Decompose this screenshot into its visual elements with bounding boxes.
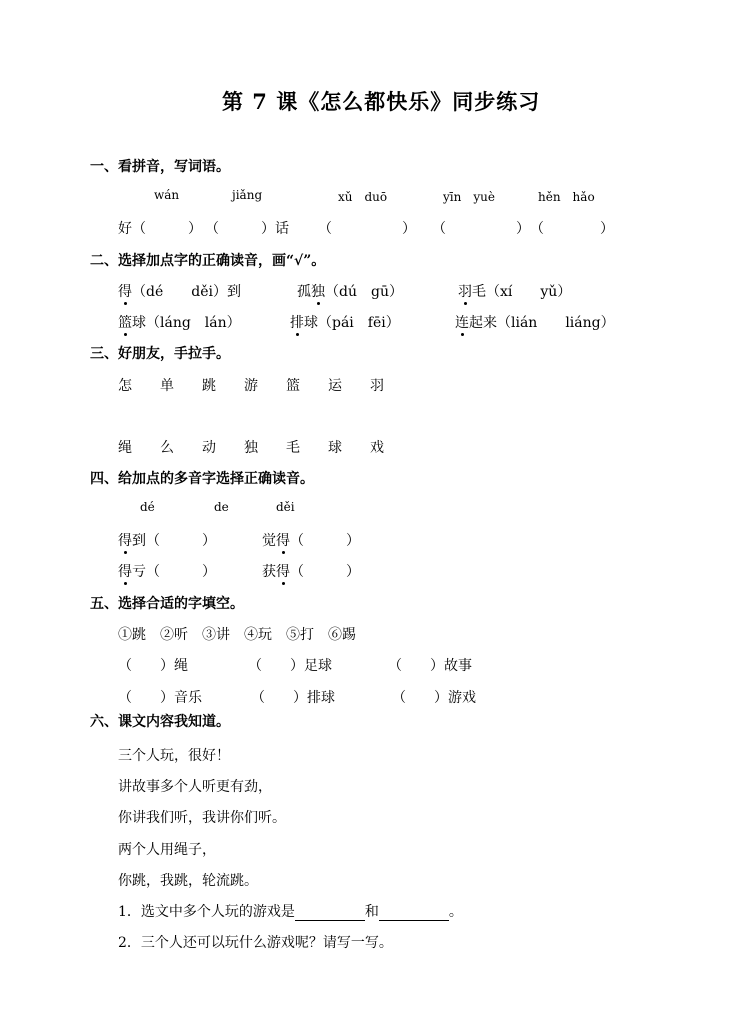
reading-choice: 得（dé děi）到 — [118, 284, 241, 300]
page-title: 第 7 课《怎么都快乐》同步练习 — [222, 89, 541, 114]
answer-slot: （ ） — [318, 221, 416, 237]
reading-choice: 孤独（dú gū） — [297, 284, 403, 300]
word-options: ①跳 ②听 ③讲 ④玩 ⑤打 ⑥踢 — [118, 627, 356, 643]
pinyin: děi — [276, 500, 295, 514]
reading-choice: 连起来（lián liáng） — [455, 315, 615, 331]
section-5-heading: 五、选择合适的字填空。 — [90, 596, 244, 612]
dotted-char: 连 — [455, 315, 469, 331]
answer-line — [379, 906, 449, 921]
section-2-heading: 二、选择加点字的正确读音，画“√”。 — [90, 253, 326, 269]
question-2: 2．三个人还可以玩什么游戏呢？请写一写。 — [118, 935, 393, 951]
match-char: 独 — [244, 440, 258, 456]
dotted-char: 得 — [118, 564, 132, 580]
fill-blank: （ ）音乐 — [118, 690, 202, 706]
match-char: 单 — [160, 378, 174, 394]
section-1-heading: 一、看拼音，写词语。 — [90, 159, 230, 175]
reading-choice: 排球（pái fēi） — [290, 315, 400, 331]
match-char: 毛 — [286, 440, 300, 456]
pinyin: de — [214, 500, 229, 514]
answer-slot: （ ）话 — [205, 221, 289, 237]
polyphone-item: 得亏（ ） — [118, 564, 216, 580]
fill-blank: （ ）排球 — [251, 690, 335, 706]
fill-blank: （ ）游戏 — [392, 690, 476, 706]
pinyin: wán — [154, 188, 180, 202]
answer-slot: （ ） — [530, 221, 614, 237]
match-char: 运 — [328, 378, 342, 394]
fill-blank: （ ）故事 — [388, 658, 472, 674]
reading-choice: 篮球（láng lán） — [118, 315, 241, 331]
match-char: 么 — [160, 440, 174, 456]
fill-blank: （ ）足球 — [248, 658, 332, 674]
pinyin: dé — [140, 500, 155, 514]
polyphone-item: 觉得（ ） — [262, 533, 360, 549]
answer-slot: 好（ ） — [118, 221, 202, 237]
match-char: 戏 — [370, 440, 384, 456]
match-char: 跳 — [202, 378, 216, 394]
polyphone-item: 得到（ ） — [118, 533, 216, 549]
dotted-char: 得 — [118, 284, 132, 300]
poem-line: 讲故事多个人听更有劲， — [118, 779, 272, 795]
pinyin: yīn yuè — [443, 190, 495, 204]
pinyin: xǔ duō — [338, 190, 388, 204]
dotted-char: 独 — [311, 284, 325, 300]
poem-line: 你讲我们听，我讲你们听。 — [118, 810, 286, 826]
match-char: 怎 — [118, 378, 132, 394]
match-char: 绳 — [118, 440, 132, 456]
pinyin: jiǎng — [232, 188, 263, 202]
dotted-char: 排 — [290, 315, 304, 331]
answer-slot: （ ） — [432, 221, 530, 237]
match-char: 球 — [328, 440, 342, 456]
dotted-char: 羽 — [458, 284, 472, 300]
dotted-char: 得 — [118, 533, 132, 549]
match-char: 动 — [202, 440, 216, 456]
section-4-heading: 四、给加点的多音字选择正确读音。 — [90, 471, 314, 487]
question-1: 1．选文中多个人玩的游戏是 和 。 — [118, 904, 463, 920]
pinyin: hěn hǎo — [538, 190, 595, 204]
fill-blank: （ ）绳 — [118, 658, 188, 674]
poem-line: 两个人用绳子， — [118, 842, 216, 858]
poem-line: 你跳，我跳，轮流跳。 — [118, 873, 258, 889]
dotted-char: 篮 — [118, 315, 132, 331]
poem-line: 三个人玩，很好！ — [118, 748, 230, 764]
polyphone-item: 获得（ ） — [262, 564, 360, 580]
reading-choice: 羽毛（xí yǔ） — [458, 284, 572, 300]
match-char: 篮 — [286, 378, 300, 394]
match-char: 游 — [244, 378, 258, 394]
dotted-char: 得 — [276, 564, 290, 580]
answer-line — [295, 906, 365, 921]
dotted-char: 得 — [276, 533, 290, 549]
section-3-heading: 三、好朋友，手拉手。 — [90, 346, 230, 362]
section-6-heading: 六、课文内容我知道。 — [90, 714, 230, 730]
match-char: 羽 — [370, 378, 384, 394]
